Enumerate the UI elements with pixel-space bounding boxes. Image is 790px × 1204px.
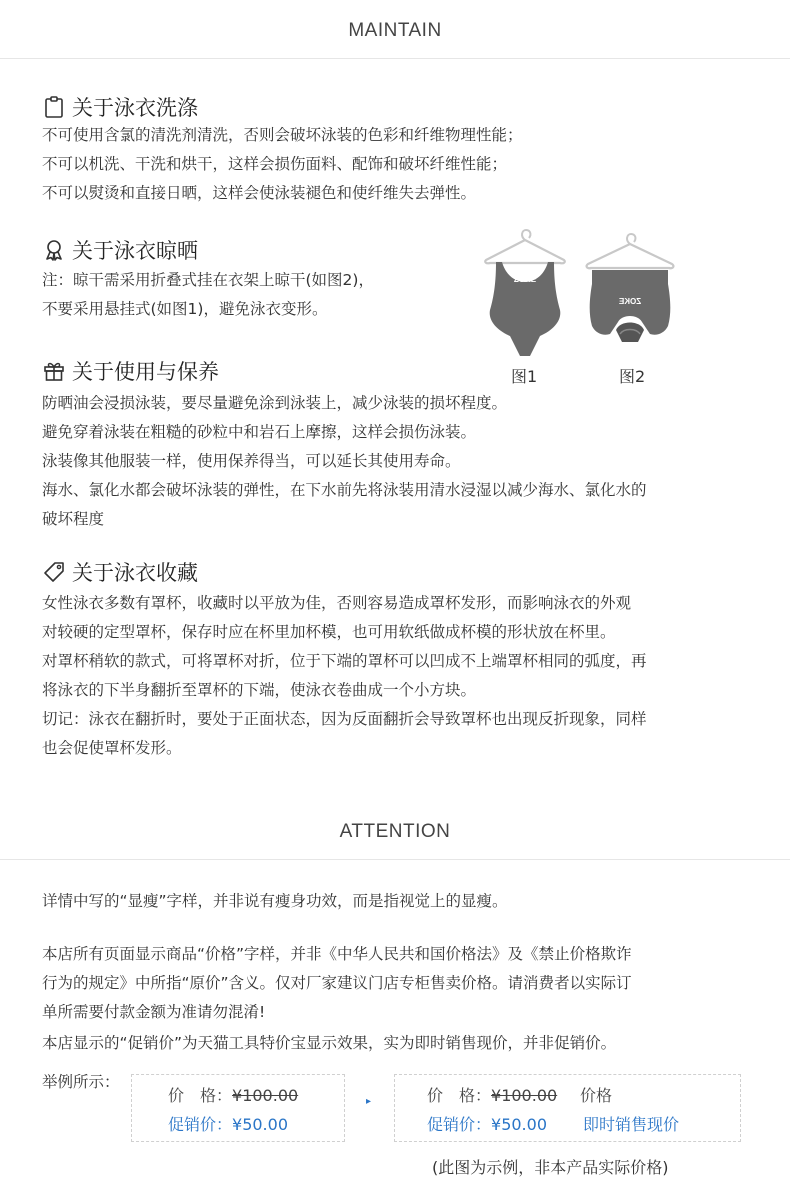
price-note-line: 行为的规定》中所指“原价”含义。仅对厂家建议门店专柜售卖价格。请消费者以实际订 xyxy=(42,974,632,992)
section-care-heading xyxy=(42,357,219,385)
care-line: 破坏程度 xyxy=(42,510,105,528)
box1-promo-label: 促销价： xyxy=(168,1115,233,1134)
storage-line: 对较硬的定型罩杯，保存时应在杯里加杯模，也可用软纸做成杯模的形状放在杯里。 xyxy=(42,623,616,641)
section-washing-heading xyxy=(42,93,198,121)
box1-price-row xyxy=(168,1083,298,1106)
storage-line: 对罩杯稍软的款式，可将罩杯对折，位于下端的罩杯可以凹成不上端罩杯相同的弧度，再 xyxy=(42,652,647,670)
care-line: 避免穿着泳装在粗糙的砂粒中和岩石上摩擦，这样会损伤泳装。 xyxy=(42,423,477,441)
box2-price-label: 价 格： xyxy=(427,1086,492,1105)
clipboard-icon xyxy=(42,95,66,119)
tag-icon xyxy=(42,560,66,584)
figure-1-caption: 图1 xyxy=(511,367,538,386)
attention-title: ATTENTION xyxy=(339,821,451,842)
award-ribbon-icon xyxy=(42,238,66,262)
storage-line: 切记：泳衣在翻折时，要处于正面状态，因为反面翻折会导致罩杯也出现反折现象，同样 xyxy=(42,710,647,728)
arrow-right-icon: ▸ xyxy=(366,1096,372,1107)
price-note-line: 单所需要付款金额为准请勿混淆! xyxy=(42,1003,266,1021)
box2-price-row xyxy=(427,1083,557,1106)
example-price-box-after xyxy=(394,1074,741,1142)
section-care-text xyxy=(42,389,647,534)
example-label: 举例所示： xyxy=(42,1073,120,1091)
section-drying-text xyxy=(42,266,374,324)
storage-line: 女性泳衣多数有罩杯，收藏时以平放为佳，否则容易造成罩杯发形，而影响泳衣的外观 xyxy=(42,594,632,612)
attention-promo-note: 本店显示的“促销价”为天猫工具特价宝显示效果，实为即时销售现价，并非促销价。 xyxy=(42,1034,617,1052)
maintain-divider xyxy=(0,58,790,59)
section-washing-title: 关于泳衣洗涤 xyxy=(72,96,198,120)
attention-slimming-note: 详情中写的“显瘦”字样，并非说有瘦身功效，而是指视觉上的显瘦。 xyxy=(42,892,508,910)
washing-line: 不可使用含氯的清洗剂清洗，否则会破坏泳装的色彩和纤维物理性能； xyxy=(42,126,523,144)
attention-price-note xyxy=(42,940,632,1027)
storage-line: 将泳衣的下半身翻折至罩杯的下端，使泳衣卷曲成一个小方块。 xyxy=(42,681,477,699)
section-washing-text xyxy=(42,121,523,208)
example-disclaimer: (此图为示例，非本产品实际价格) xyxy=(432,1158,669,1177)
care-line: 海水、氯化水都会破坏泳装的弹性，在下水前先将泳装用清水浸湿以减少海水、氯化水的 xyxy=(42,481,647,499)
figure-2-logo: ZOKE xyxy=(618,297,642,306)
maintain-title: MAINTAIN xyxy=(348,20,442,41)
box2-price-value: ¥100.00 xyxy=(491,1086,558,1105)
box2-price-note: 价格 xyxy=(580,1086,613,1105)
section-storage-heading xyxy=(42,558,198,586)
drying-line: 不要采用悬挂式(如图1)，避免泳衣变形。 xyxy=(42,300,328,318)
washing-line: 不可以机洗、干洗和烘干，这样会损伤面料、配饰和破坏纤维性能； xyxy=(42,155,508,173)
box2-promo-row xyxy=(427,1112,547,1135)
box1-price-label: 价 格： xyxy=(168,1086,233,1105)
box2-promo-note: 即时销售现价 xyxy=(583,1115,680,1134)
box1-promo-row xyxy=(168,1112,288,1135)
drying-line: 注：晾干需采用折叠式挂在衣架上晾干(如图2)， xyxy=(42,271,374,289)
care-line: 泳装像其他服装一样，使用保养得当，可以延长其使用寿命。 xyxy=(42,452,461,470)
section-storage-text xyxy=(42,589,647,763)
section-care-title: 关于使用与保养 xyxy=(72,360,219,384)
care-line: 防晒油会浸损泳装，要尽量避免涂到泳装上，减少泳装的损坏程度。 xyxy=(42,394,508,412)
example-price-box-before xyxy=(131,1074,345,1142)
box2-promo-label: 促销价： xyxy=(427,1115,492,1134)
storage-line: 也会促使罩杯发形。 xyxy=(42,739,182,757)
price-note-line: 本店所有页面显示商品“价格”字样，并非《中华人民共和国价格法》及《禁止价格欺诈 xyxy=(42,945,632,963)
section-drying-heading xyxy=(42,236,198,264)
figure-2-folded-swimsuit xyxy=(580,230,680,350)
figure-2-caption: 图2 xyxy=(619,367,646,386)
section-drying-title: 关于泳衣晾晒 xyxy=(72,239,198,263)
figure-1-hanging-swimsuit xyxy=(480,226,570,362)
figure-1-logo: ZOKE xyxy=(513,275,537,284)
box2-promo-value: ¥50.00 xyxy=(491,1115,547,1134)
gift-icon xyxy=(42,359,66,383)
section-storage-title: 关于泳衣收藏 xyxy=(72,561,198,585)
box1-promo-value: ¥50.00 xyxy=(232,1115,288,1134)
box1-price-value: ¥100.00 xyxy=(232,1086,299,1105)
washing-line: 不可以熨烫和直接日晒，这样会使泳装褪色和使纤维失去弹性。 xyxy=(42,184,477,202)
attention-divider xyxy=(0,859,790,860)
